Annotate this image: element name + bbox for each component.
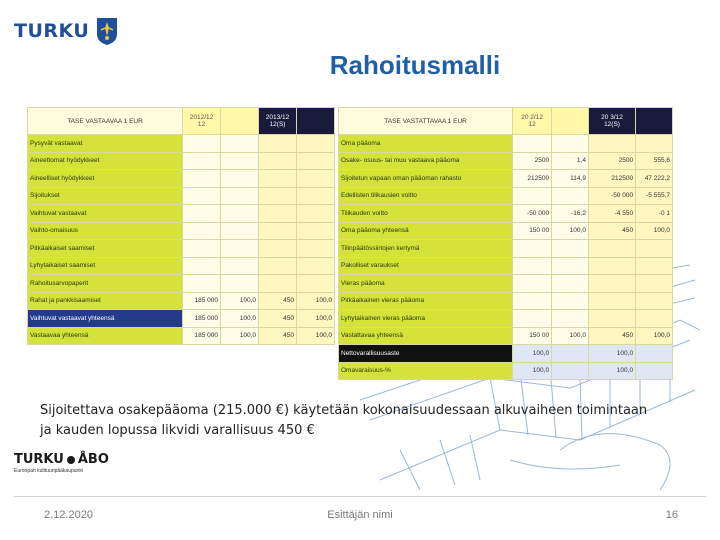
cell-value: 100,0 — [221, 292, 259, 310]
cell-value — [588, 310, 635, 328]
table-row — [339, 327, 673, 345]
cell-value — [259, 187, 297, 205]
logo-right-text: ÅBO — [77, 452, 109, 467]
cell-value — [552, 257, 589, 275]
cell-value — [513, 187, 552, 205]
column-header — [636, 108, 673, 135]
cell-value — [297, 240, 335, 258]
cell-value: 100,0 — [297, 327, 335, 345]
cell-value: -50 000 — [588, 187, 635, 205]
table-row — [339, 205, 673, 223]
cell-value — [183, 275, 221, 293]
column-header — [297, 108, 335, 135]
dot-icon — [67, 456, 75, 464]
table-row — [339, 152, 673, 170]
cell-value — [588, 292, 635, 310]
row-label: Oma pääoma yhteensä — [339, 222, 513, 240]
cell-value: 150 00 — [513, 327, 552, 345]
cell-value: 2500 — [588, 152, 635, 170]
cell-value — [513, 310, 552, 328]
cell-value — [221, 275, 259, 293]
cell-value — [221, 240, 259, 258]
cell-value — [259, 152, 297, 170]
cell-value — [259, 135, 297, 153]
cell-value — [221, 257, 259, 275]
cell-value — [259, 257, 297, 275]
cell-value: 450 — [259, 310, 297, 328]
cell-value: 212500 — [513, 170, 552, 188]
cell-value — [636, 275, 673, 293]
cell-value: 100,0 — [513, 362, 552, 380]
cell-value — [513, 275, 552, 293]
table-row — [28, 205, 335, 223]
cell-value — [588, 275, 635, 293]
row-label: Nettovarallisuusaste — [339, 345, 513, 363]
cell-value — [259, 240, 297, 258]
cell-value — [513, 257, 552, 275]
cell-value: -4 550 — [588, 205, 635, 223]
cell-value: 555,6 — [636, 152, 673, 170]
page-number: 16 — [665, 509, 678, 521]
row-label: Vaihto-omaisuus — [28, 222, 183, 240]
row-label: Rahoitusarvopaperit — [28, 275, 183, 293]
table-row — [28, 327, 335, 345]
logo-text: TURKU — [14, 20, 90, 42]
cell-value — [588, 135, 635, 153]
table-row — [28, 152, 335, 170]
table-header-row — [28, 108, 335, 135]
cell-value — [183, 152, 221, 170]
table-row — [28, 170, 335, 188]
cell-value — [221, 205, 259, 223]
table-row — [28, 187, 335, 205]
cell-value — [588, 240, 635, 258]
logo-subtitle: Euroopan kulttuuripääkaupunki — [14, 468, 83, 474]
crest-icon — [95, 16, 119, 46]
table-row — [339, 362, 673, 380]
cell-value — [552, 362, 589, 380]
cell-value — [552, 187, 589, 205]
cell-value: -16,2 — [552, 205, 589, 223]
cell-value — [183, 240, 221, 258]
cell-value: 450 — [588, 327, 635, 345]
row-label: Aineelliset hyödykkeet — [28, 170, 183, 188]
cell-value: 100,0 — [552, 327, 589, 345]
table-row — [28, 292, 335, 310]
cell-value — [297, 205, 335, 223]
table-row — [339, 310, 673, 328]
cell-value — [588, 257, 635, 275]
table-row — [339, 275, 673, 293]
cell-value: 100,0 — [636, 327, 673, 345]
cell-value — [636, 292, 673, 310]
cell-value — [221, 152, 259, 170]
table-row — [339, 240, 673, 258]
table-header-row — [339, 108, 673, 135]
cell-value — [221, 222, 259, 240]
row-label: Tilinpäätössiirtojen kertymä — [339, 240, 513, 258]
row-label: Vieras pääoma — [339, 275, 513, 293]
cell-value: 47 222,2 — [636, 170, 673, 188]
cell-value — [259, 170, 297, 188]
cell-value: 100,0 — [221, 327, 259, 345]
cell-value — [297, 187, 335, 205]
row-label: Pitkäaikainen vieras pääoma — [339, 292, 513, 310]
cell-value — [636, 240, 673, 258]
row-label: Osake- osuus- tai muu vastaava pääoma — [339, 152, 513, 170]
cell-value — [259, 205, 297, 223]
logo-left-text: TURKU — [14, 452, 64, 467]
cell-value — [297, 275, 335, 293]
row-label: Pysyvät vastaavat — [28, 135, 183, 153]
cell-value — [183, 257, 221, 275]
cell-value: 185 000 — [183, 310, 221, 328]
cell-value: -0 1 — [636, 205, 673, 223]
column-header: TASE VASTATTAVAA 1 EUR — [339, 108, 513, 135]
table-row — [339, 292, 673, 310]
table-row — [28, 310, 335, 328]
table-row — [339, 257, 673, 275]
row-label: Vastaavaa yhteensä — [28, 327, 183, 345]
balance-sheet-assets-table — [27, 107, 335, 345]
cell-value: 100,0 — [588, 362, 635, 380]
cell-value: 100,0 — [297, 292, 335, 310]
row-label: Edellisten tilikausien voitto — [339, 187, 513, 205]
cell-value — [221, 135, 259, 153]
row-label: Sijoitukset — [28, 187, 183, 205]
row-label: Vastattavaa yhteensä — [339, 327, 513, 345]
slide-title: Rahoitusmalli — [329, 50, 501, 80]
cell-value: 100,0 — [297, 310, 335, 328]
cell-value: 114,9 — [552, 170, 589, 188]
row-label: Rahat ja pankkisaamiset — [28, 292, 183, 310]
cell-value — [183, 135, 221, 153]
row-label: Vaihtuvat vastaavat — [28, 205, 183, 223]
cell-value — [513, 292, 552, 310]
turku-abo-logo — [14, 452, 109, 474]
cell-value: 185 000 — [183, 327, 221, 345]
column-header: 2013/12 12(S) — [259, 108, 297, 135]
cell-value: 450 — [588, 222, 635, 240]
cell-value — [183, 222, 221, 240]
row-label: Pitkäaikaiset saamiset — [28, 240, 183, 258]
row-label: Pakolliset varaukset — [339, 257, 513, 275]
cell-value — [297, 152, 335, 170]
cell-value — [552, 240, 589, 258]
table-row — [28, 275, 335, 293]
cell-value — [297, 135, 335, 153]
cell-value — [221, 187, 259, 205]
cell-value — [552, 135, 589, 153]
cell-value — [259, 275, 297, 293]
cell-value — [552, 345, 589, 363]
table-row — [339, 135, 673, 153]
cell-value: 450 — [259, 292, 297, 310]
column-header: 20 3/12 12(S) — [588, 108, 635, 135]
cell-value — [636, 310, 673, 328]
column-header — [221, 108, 259, 135]
column-header: 2012/12 12 — [183, 108, 221, 135]
cell-value: 100,0 — [221, 310, 259, 328]
row-label: Aineettomat hyödykkeet — [28, 152, 183, 170]
row-label: Tilikauden voitto — [339, 205, 513, 223]
cell-value — [183, 187, 221, 205]
table-row — [339, 222, 673, 240]
footer-presenter: Esittäjän nimi — [327, 509, 393, 521]
cell-value: -5 555,7 — [636, 187, 673, 205]
cell-value — [297, 222, 335, 240]
cell-value: 2500 — [513, 152, 552, 170]
table-row — [28, 257, 335, 275]
table-row — [28, 222, 335, 240]
row-label: Vaihtuvat vastaavat yhteensä — [28, 310, 183, 328]
cell-value — [221, 170, 259, 188]
cell-value — [183, 205, 221, 223]
table-row — [28, 240, 335, 258]
row-label: Lyhytaikaiset saamiset — [28, 257, 183, 275]
cell-value — [259, 222, 297, 240]
cell-value: 100,0 — [513, 345, 552, 363]
cell-value — [636, 345, 673, 363]
cell-value — [636, 362, 673, 380]
cell-value — [513, 240, 552, 258]
cell-value: 185 000 — [183, 292, 221, 310]
cell-value: -50 000 — [513, 205, 552, 223]
cell-value — [297, 257, 335, 275]
row-label: Lyhytaikainen vieras pääoma — [339, 310, 513, 328]
footer-divider — [14, 496, 706, 497]
cell-value: 100,0 — [588, 345, 635, 363]
table-row — [339, 345, 673, 363]
table-row — [339, 187, 673, 205]
table-row — [28, 135, 335, 153]
turku-logo — [14, 16, 119, 46]
cell-value — [297, 170, 335, 188]
cell-value: 150 00 — [513, 222, 552, 240]
body-text: Sijoitettava osakepääoma (215.000 €) käytetään kokonaisuudessaan alkuvaiheen toimintaan ja kauden lopussa likvidi varallisuus 450 € — [40, 403, 648, 438]
cell-value — [552, 275, 589, 293]
cell-value: 212500 — [588, 170, 635, 188]
column-header — [552, 108, 589, 135]
cell-value: 100,0 — [552, 222, 589, 240]
footer-date: 2.12.2020 — [44, 509, 93, 521]
cell-value — [183, 170, 221, 188]
cell-value — [552, 310, 589, 328]
table-row — [339, 170, 673, 188]
row-label: Oma pääoma — [339, 135, 513, 153]
cell-value: 1,4 — [552, 152, 589, 170]
cell-value — [513, 135, 552, 153]
cell-value: 100,0 — [636, 222, 673, 240]
row-label: Sijoitetun vapaan oman pääoman rahasto — [339, 170, 513, 188]
column-header: TASE VASTAAVAA 1 EUR — [28, 108, 183, 135]
balance-sheet-liabilities-table — [338, 107, 673, 380]
row-label: Omavaraisuus-% — [339, 362, 513, 380]
cell-value — [552, 292, 589, 310]
column-header: 20 2/12 12 — [513, 108, 552, 135]
cell-value — [636, 135, 673, 153]
cell-value: 450 — [259, 327, 297, 345]
cell-value — [636, 257, 673, 275]
